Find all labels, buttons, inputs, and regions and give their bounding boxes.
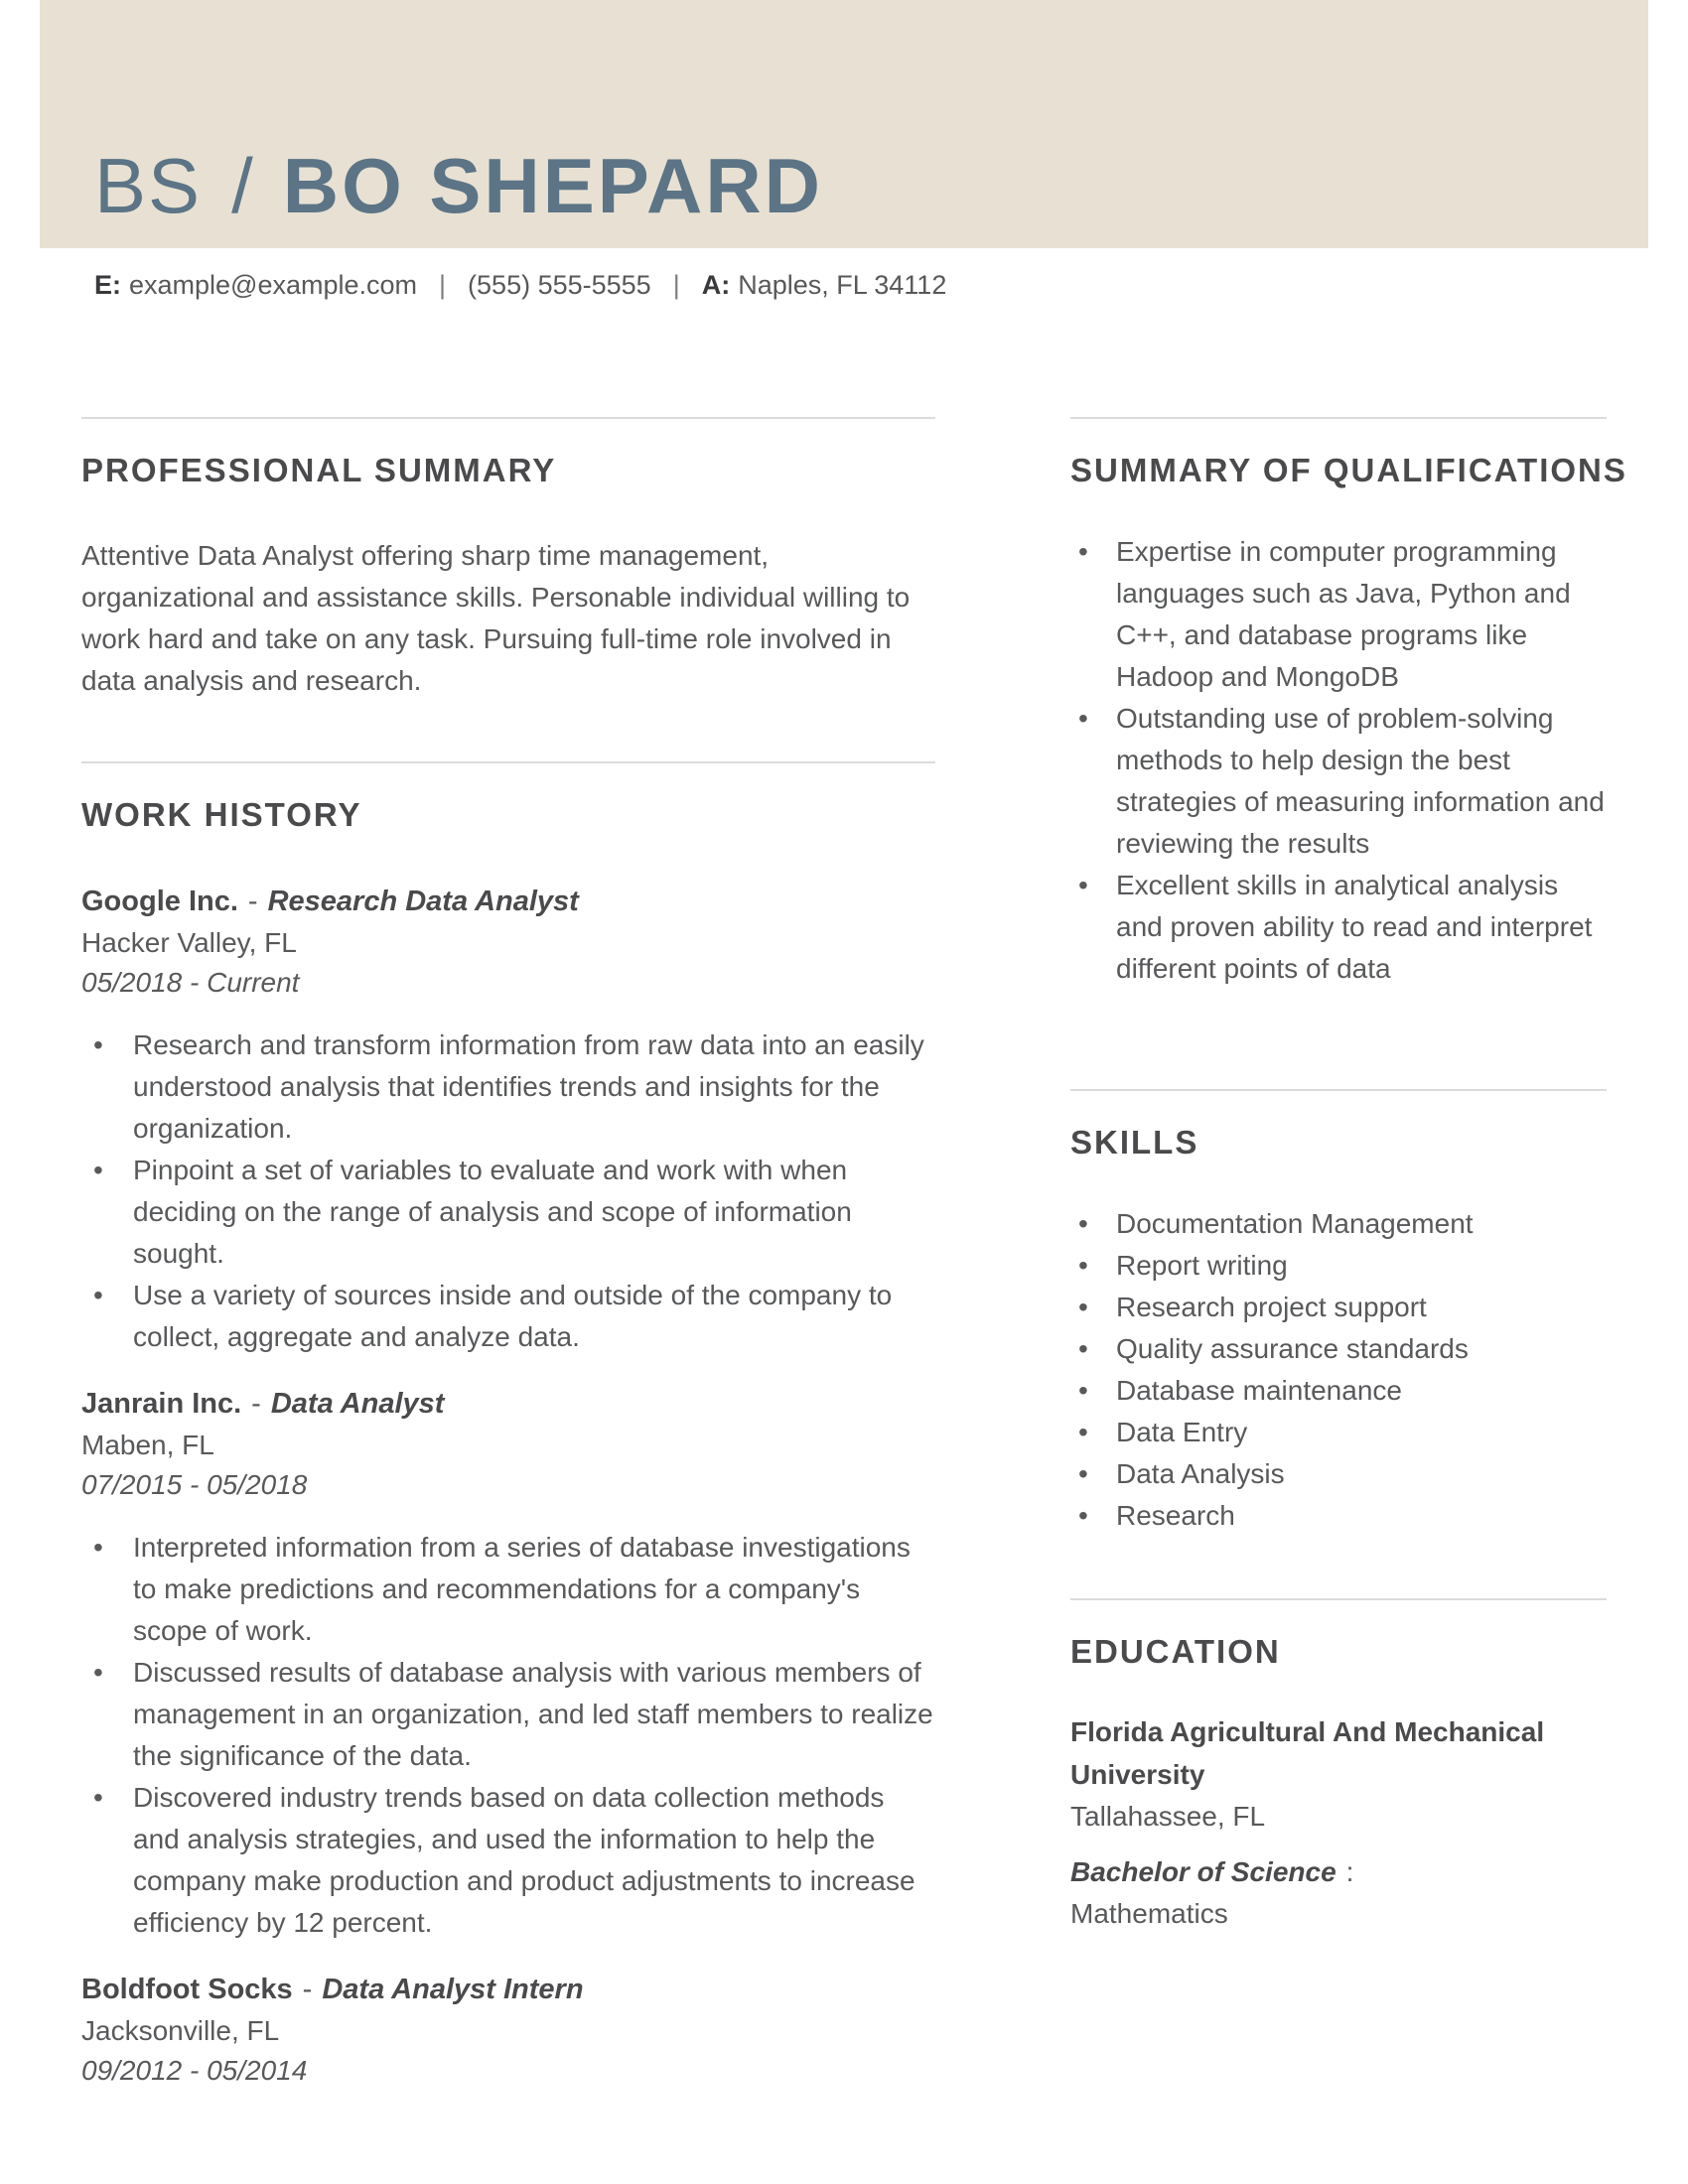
skills-heading: SKILLS (1070, 1124, 1199, 1160)
job-bullet: • Interpreted information from a series of database investigations to make predictions and recommendations for a company's scope of work. (81, 1527, 935, 1652)
job-dates: 05/2018 - Current (81, 967, 300, 998)
skill-item: • Data Analysis (1070, 1453, 1607, 1495)
job-role: Data Analyst Intern (322, 1974, 584, 2005)
skill-item: • Documentation Management (1070, 1203, 1607, 1245)
job-company: Boldfoot Socks (81, 1974, 293, 2005)
job-entry-boldfoot (81, 1968, 935, 2091)
education-degree: Bachelor of Science (1070, 1856, 1336, 1887)
skill-item: • Research (1070, 1495, 1607, 1537)
contact-row (40, 268, 1648, 302)
qualification-bullet: • Outstanding use of problem-solving methods to help design the best strategies of measuring information and reviewing the results (1070, 698, 1607, 865)
email-label: E: (94, 270, 121, 300)
job-company: Google Inc. (81, 886, 238, 917)
job-title-line (81, 1968, 935, 2011)
professional-summary-heading: PROFESSIONAL SUMMARY (81, 452, 557, 488)
job-location: Hacker Valley, FL (81, 927, 297, 958)
qualification-bullet: • Excellent skills in analytical analysis and proven ability to read and interpret different points of data (1070, 865, 1607, 990)
job-bullet-list (81, 1527, 935, 1944)
job-bullet: • Pinpoint a set of variables to evaluate and work with when deciding on the range of analysis and scope of information sought. (81, 1150, 935, 1275)
job-role: Data Analyst (270, 1388, 445, 1420)
job-company: Janrain Inc. (81, 1388, 242, 1420)
address-value: Naples, FL 34112 (738, 270, 947, 300)
name-line (94, 142, 824, 229)
left-column (81, 417, 935, 2091)
monogram-initials: BS (94, 142, 203, 229)
skill-item: • Research project support (1070, 1287, 1607, 1328)
qualification-bullet: • Expertise in computer programming languages such as Java, Python and C++, and database programs like Hadoop and MongoDB (1070, 531, 1607, 698)
professional-summary-text: Attentive Data Analyst offering sharp time management, organizational and assistance skills. Personable individual willing to work hard and take on any task. Pursuing full-time role involved in data analysis and research. (81, 540, 911, 696)
job-entry-google (81, 880, 935, 1358)
job-title-dash: - (251, 1388, 261, 1420)
section-divider (81, 417, 935, 419)
education-location: Tallahassee, FL (1070, 1801, 1266, 1832)
contact-separator: | (672, 270, 680, 300)
job-entry-janrain (81, 1382, 935, 1944)
contact-separator: | (439, 270, 447, 300)
skills-list (1070, 1203, 1607, 1537)
skill-item: • Database maintenance (1070, 1370, 1607, 1412)
header-band (40, 0, 1648, 248)
qualifications-list (1070, 531, 1607, 990)
section-divider (1070, 417, 1607, 419)
job-title-dash: - (302, 1974, 313, 2005)
education-school: Florida Agricultural And Mechanical University (1070, 1716, 1545, 1790)
job-title-line (81, 1382, 935, 1426)
section-divider (81, 761, 935, 763)
right-column (1070, 417, 1627, 1935)
section-divider (1070, 1089, 1607, 1091)
section-divider (1070, 1598, 1607, 1600)
work-history-heading: WORK HISTORY (81, 796, 362, 833)
job-bullet-list (81, 1024, 935, 1358)
job-dates: 09/2012 - 05/2014 (81, 2055, 308, 2086)
content-columns (81, 417, 1627, 2091)
education-heading: EDUCATION (1070, 1633, 1281, 1670)
education-degree-line (1070, 1851, 1607, 1893)
job-location: Jacksonville, FL (81, 2015, 280, 2046)
skill-item: • Report writing (1070, 1245, 1607, 1287)
job-location: Maben, FL (81, 1430, 214, 1460)
email-value: example@example.com (129, 270, 418, 300)
skill-item: • Data Entry (1070, 1412, 1607, 1453)
qualifications-heading: SUMMARY OF QUALIFICATIONS (1070, 452, 1627, 488)
job-role: Research Data Analyst (267, 886, 579, 917)
job-bullet: • Research and transform information from raw data into an easily understood analysis that identifies trends and insights for the organization. (81, 1024, 935, 1150)
job-title-dash: - (247, 886, 258, 917)
skill-item: • Quality assurance standards (1070, 1328, 1607, 1370)
job-bullet: • Discussed results of database analysis with various members of management in an organization, and led staff members to realize the significance of the data. (81, 1652, 935, 1777)
job-bullet: • Use a variety of sources inside and outside of the company to collect, aggregate and analyze data. (81, 1275, 935, 1358)
education-field: Mathematics (1070, 1898, 1228, 1929)
job-bullet: • Discovered industry trends based on data collection methods and analysis strategies, and used the information to help the company make production and product adjustments to increase efficiency by 12 percent. (81, 1777, 935, 1944)
education-degree-suffix: : (1345, 1856, 1354, 1887)
job-dates: 07/2015 - 05/2018 (81, 1469, 308, 1500)
job-title-line (81, 880, 935, 923)
address-label: A: (701, 270, 731, 300)
phone-value: (555) 555-5555 (468, 270, 651, 300)
candidate-name: BO SHEPARD (282, 142, 824, 229)
monogram-slash: / (231, 142, 253, 229)
